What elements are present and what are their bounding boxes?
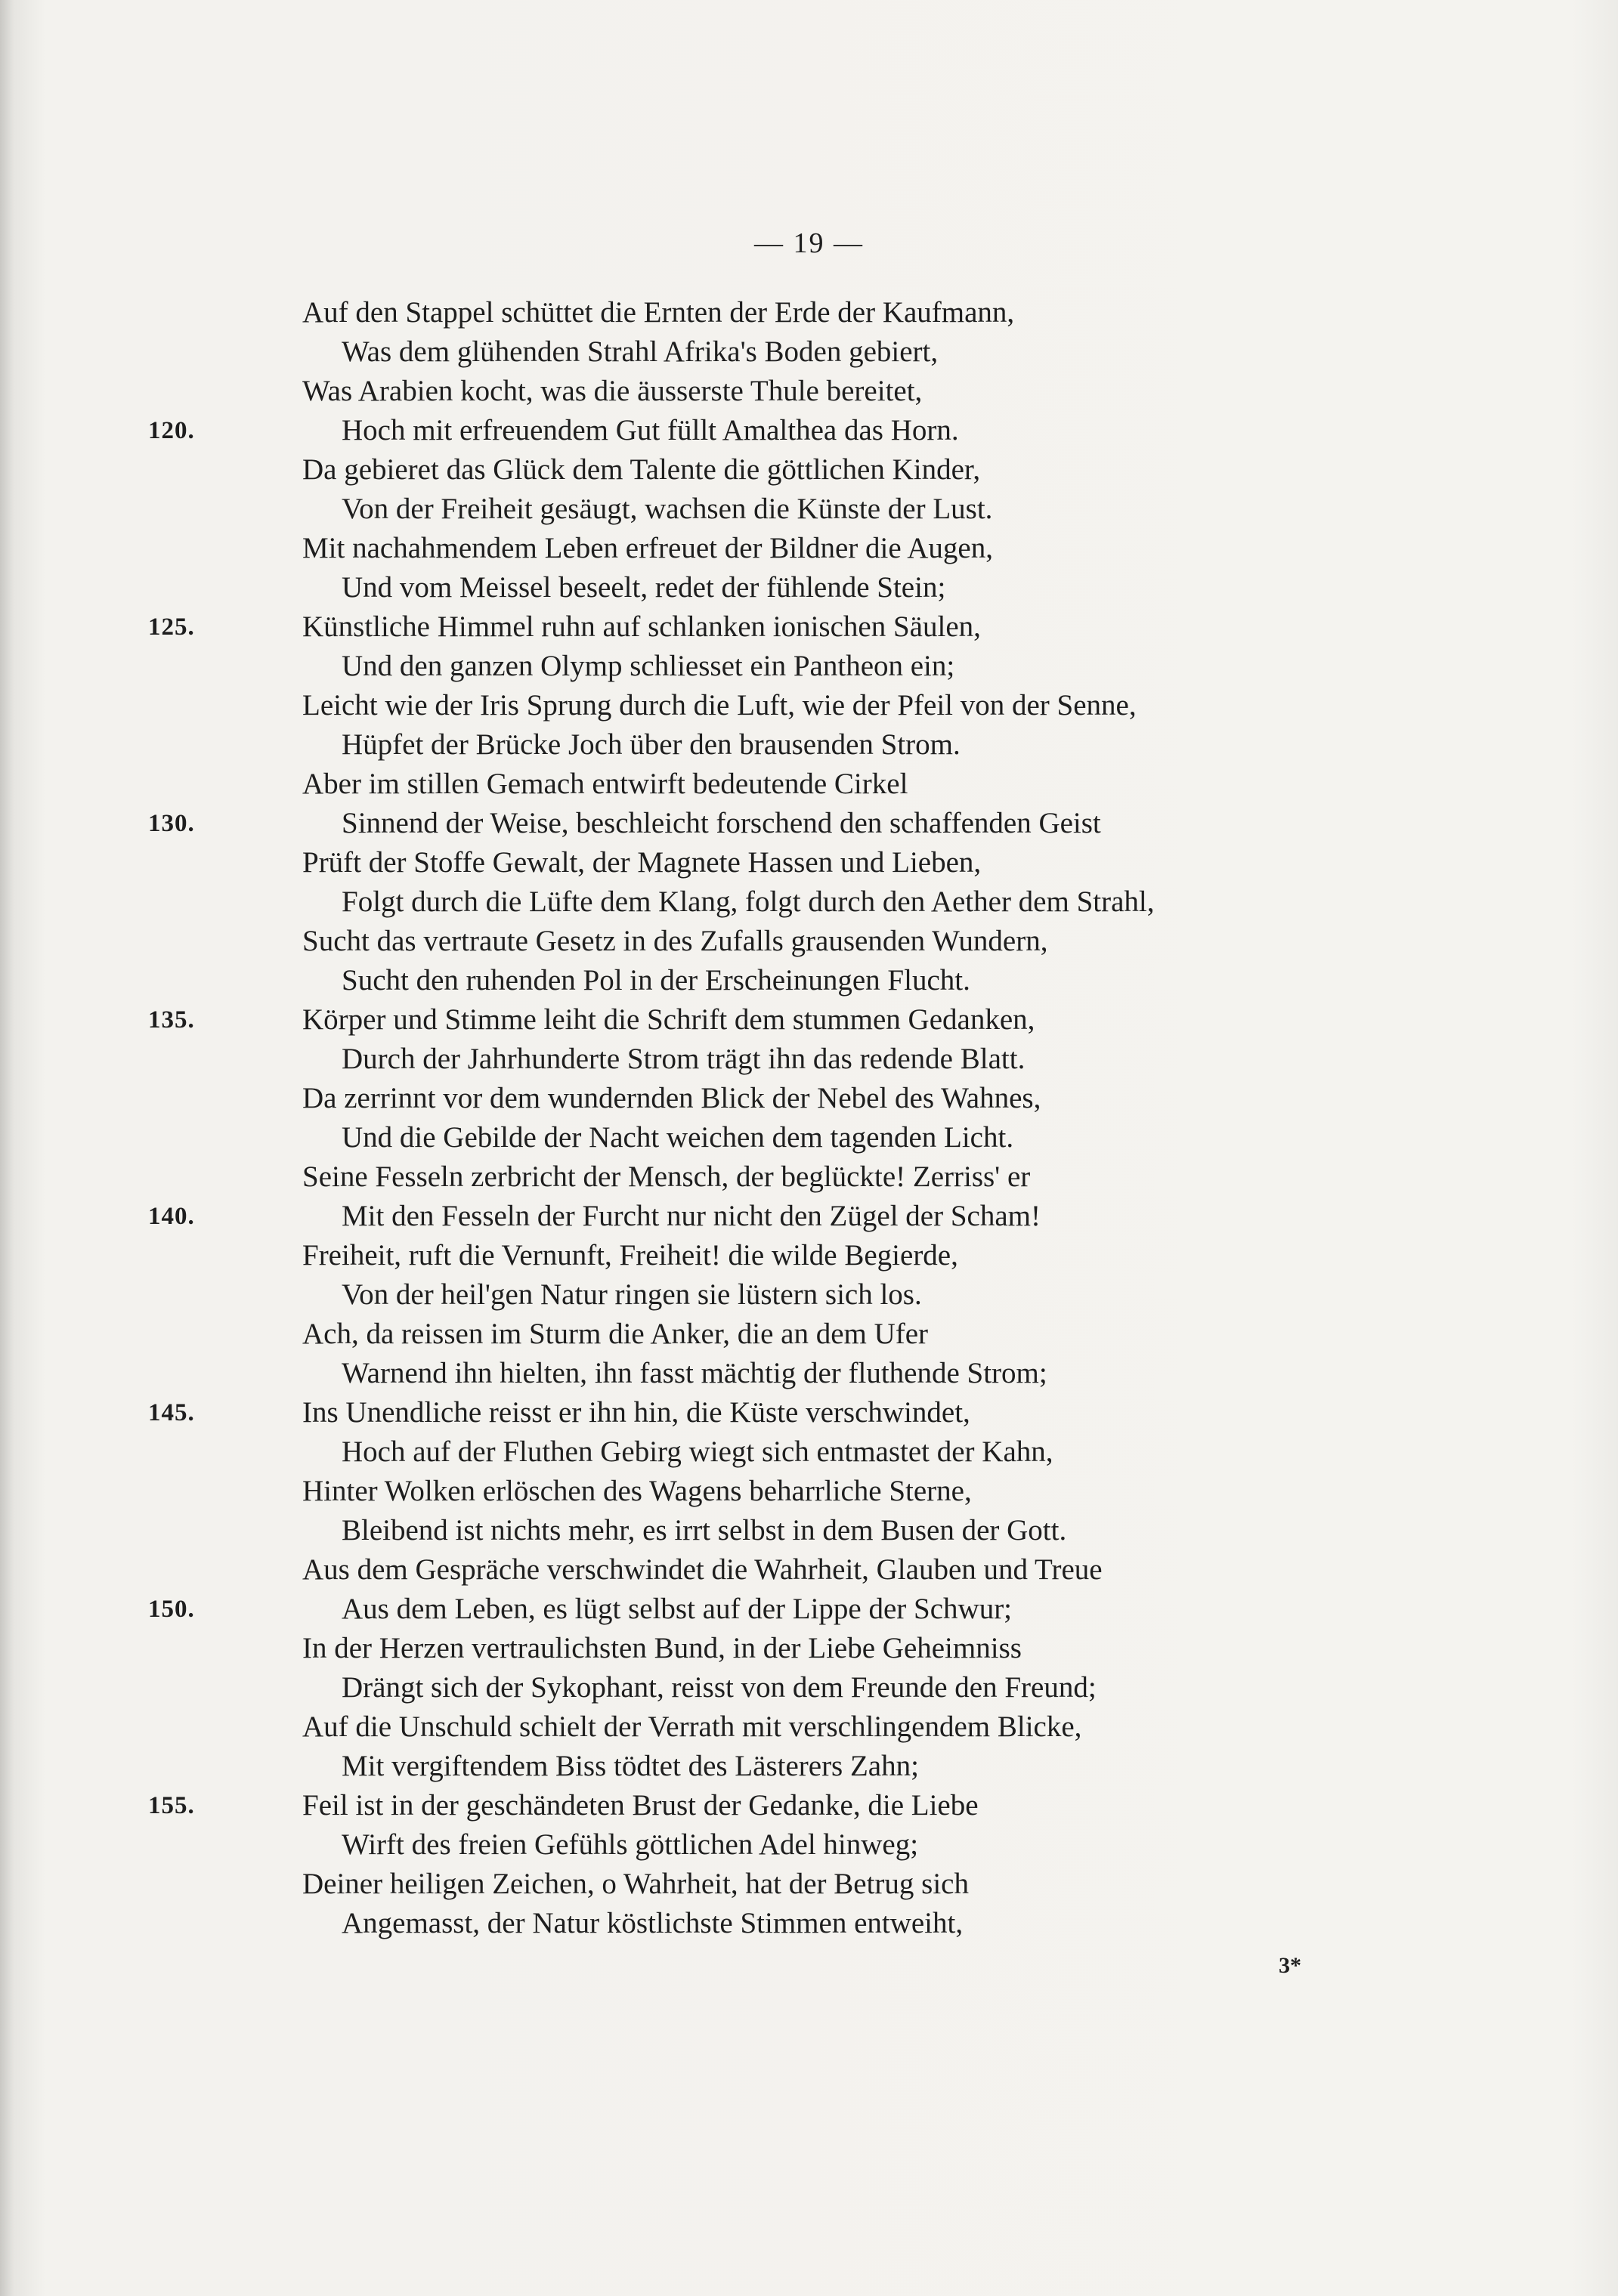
poem-line	[0, 490, 1618, 529]
verse-text: Von der heil'gen Natur ringen sie lüstern sich los.	[342, 1278, 922, 1311]
verse-text: Feil ist in der geschändeten Brust der Gedanke, die Liebe	[302, 1789, 979, 1822]
verse-text: Warnend ihn hielten, ihn fasst mächtig der fluthende Strom;	[342, 1357, 1047, 1389]
poem-line	[0, 1472, 1618, 1511]
signature-mark: 3*	[1279, 1953, 1301, 1978]
poem-line	[0, 372, 1618, 411]
verse-text: Bleibend ist nichts mehr, es irrt selbst in dem Busen der Gott.	[342, 1514, 1067, 1547]
line-number: 125.	[148, 613, 195, 641]
verse-text: Freiheit, ruft die Vernunft, Freiheit! die wilde Begierde,	[302, 1239, 958, 1272]
poem-line	[0, 961, 1618, 1000]
poem-line	[0, 411, 1618, 450]
poem-line	[0, 686, 1618, 725]
verse-text: Hoch auf der Fluthen Gebirg wiegt sich entmastet der Kahn,	[342, 1435, 1053, 1468]
poem-line	[0, 568, 1618, 607]
verse-text: Sinnend der Weise, beschleicht forschend den schaffenden Geist	[342, 807, 1101, 839]
verse-text: Aber im stillen Gemach entwirft bedeutende Cirkel	[302, 768, 908, 800]
verse-text: In der Herzen vertraulichsten Bund, in der Liebe Geheimniss	[302, 1632, 1022, 1664]
verse-text: Da gebieret das Glück dem Talente die göttlichen Kinder,	[302, 453, 981, 486]
poem-line	[0, 1432, 1618, 1472]
poem-line	[0, 1629, 1618, 1668]
poem-line	[0, 843, 1618, 882]
verse-text: Auf die Unschuld schielt der Verrath mit verschlingendem Blicke,	[302, 1710, 1082, 1743]
poem-line	[0, 1786, 1618, 1825]
poem-line	[0, 1747, 1618, 1786]
line-number: 140.	[148, 1203, 195, 1230]
poem-line	[0, 1197, 1618, 1236]
poem-line	[0, 1275, 1618, 1315]
poem-line	[0, 1825, 1618, 1865]
verse-text: Folgt durch die Lüfte dem Klang, folgt durch den Aether dem Strahl,	[342, 885, 1155, 918]
line-number: 145.	[148, 1399, 195, 1426]
poem-line	[0, 1550, 1618, 1590]
verse-text: Ach, da reissen im Sturm die Anker, die an dem Ufer	[302, 1318, 929, 1350]
poem-line	[0, 1040, 1618, 1079]
poem-line	[0, 1904, 1618, 1943]
verse-text: Drängt sich der Sykophant, reisst von dem Freunde den Freund;	[342, 1671, 1097, 1704]
verse-text: Und den ganzen Olymp schliesset ein Pantheon ein;	[342, 650, 955, 682]
verse-text: Durch der Jahrhunderte Strom trägt ihn das redende Blatt.	[342, 1043, 1026, 1075]
poem-line	[0, 922, 1618, 961]
verse-text: Hinter Wolken erlöschen des Wagens beharrliche Sterne,	[302, 1475, 972, 1507]
verse-text: Angemasst, der Natur köstlichste Stimmen entweiht,	[342, 1907, 964, 1939]
verse-text: Mit den Fesseln der Furcht nur nicht den Zügel der Scham!	[342, 1200, 1041, 1232]
poem-line	[0, 1865, 1618, 1904]
line-number: 150.	[148, 1596, 195, 1623]
verse-text: Mit vergiftendem Biss tödtet des Lästerers Zahn;	[342, 1750, 919, 1782]
poem-line	[0, 1511, 1618, 1550]
poem-line	[0, 529, 1618, 568]
poem-line	[0, 450, 1618, 490]
line-number: 130.	[148, 810, 195, 837]
line-number: 155.	[148, 1792, 195, 1819]
poem-line	[0, 882, 1618, 922]
verse-text: Körper und Stimme leiht die Schrift dem stummen Gedanken,	[302, 1003, 1035, 1036]
verse-text: Da zerrinnt vor dem wundernden Blick der Nebel des Wahnes,	[302, 1082, 1041, 1114]
poem-line	[0, 1393, 1618, 1432]
verse-text: Aus dem Leben, es lügt selbst auf der Lippe der Schwur;	[342, 1593, 1013, 1625]
verse-text: Aus dem Gespräche verschwindet die Wahrheit, Glauben und Treue	[302, 1553, 1103, 1586]
verse-text: Sucht den ruhenden Pol in der Erscheinungen Flucht.	[342, 964, 970, 997]
verse-text: Auf den Stappel schüttet die Ernten der Erde der Kaufmann,	[302, 296, 1015, 329]
poem-line	[0, 1079, 1618, 1118]
verse-text: Was dem glühenden Strahl Afrika's Boden gebiert,	[342, 335, 939, 368]
poem-line	[0, 1354, 1618, 1393]
poem-line	[0, 1707, 1618, 1747]
page-number-header: — 19 —	[754, 227, 864, 259]
poem-line	[0, 607, 1618, 647]
poem-line	[0, 1157, 1618, 1197]
verse-text: Hoch mit erfreuendem Gut füllt Amalthea das Horn.	[342, 414, 959, 447]
line-number: 120.	[148, 417, 195, 444]
poem-line	[0, 1590, 1618, 1629]
verse-text: Und vom Meissel beseelt, redet der fühlende Stein;	[342, 571, 946, 604]
poem-line	[0, 1315, 1618, 1354]
verse-text: Und die Gebilde der Nacht weichen dem tagenden Licht.	[342, 1121, 1014, 1154]
poem-line	[0, 725, 1618, 765]
poem-line	[0, 1236, 1618, 1275]
verse-text: Hüpfet der Brücke Joch über den brausenden Strom.	[342, 728, 961, 761]
verse-text: Was Arabien kocht, was die äusserste Thule bereitet,	[302, 375, 923, 407]
verse-text: Seine Fesseln zerbricht der Mensch, der beglückte! Zerriss' er	[302, 1160, 1031, 1193]
poem-line	[0, 332, 1618, 372]
poem-line	[0, 1118, 1618, 1157]
poem-line	[0, 647, 1618, 686]
line-number: 135.	[148, 1006, 195, 1034]
poem-line	[0, 1000, 1618, 1040]
verse-text: Leicht wie der Iris Sprung durch die Luft, wie der Pfeil von der Senne,	[302, 689, 1137, 722]
verse-text: Sucht das vertraute Gesetz in des Zufalls grausenden Wundern,	[302, 925, 1048, 957]
poem-line	[0, 804, 1618, 843]
poem-line	[0, 293, 1618, 332]
verse-text: Künstliche Himmel ruhn auf schlanken ionischen Säulen,	[302, 610, 981, 643]
verse-text: Deiner heiligen Zeichen, o Wahrheit, hat der Betrug sich	[302, 1868, 969, 1900]
verse-text: Mit nachahmendem Leben erfreuet der Bildner die Augen,	[302, 532, 993, 564]
poem-body	[0, 293, 1618, 1943]
poem-line	[0, 765, 1618, 804]
verse-text: Prüft der Stoffe Gewalt, der Magnete Hassen und Lieben,	[302, 846, 982, 879]
verse-text: Ins Unendliche reisst er ihn hin, die Küste verschwindet,	[302, 1396, 970, 1429]
verse-text: Wirft des freien Gefühls göttlichen Adel hinweg;	[342, 1828, 919, 1861]
poem-line	[0, 1668, 1618, 1707]
verse-text: Von der Freiheit gesäugt, wachsen die Künste der Lust.	[342, 493, 993, 525]
